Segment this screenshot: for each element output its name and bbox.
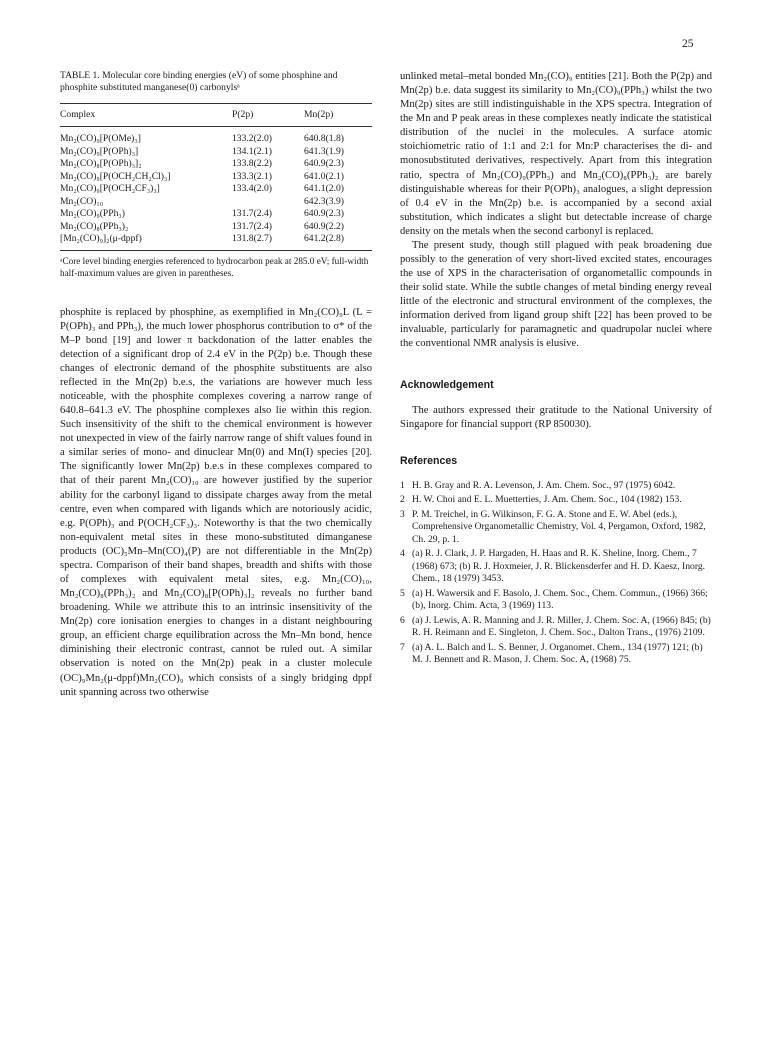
table-row xyxy=(60,233,372,250)
reference-text: (a) H. Wawersik and F. Basolo, J. Chem. Soc., Chem. Commun., (1966) 366; (b), Inorg. Chim. Acta, 3 (1969) 113. xyxy=(412,587,708,612)
reference-item xyxy=(400,494,712,506)
cell-p2p: 133.8(2.2) xyxy=(232,158,272,170)
table-footnote: ᵃCore level binding energies referenced to hydrocarbon peak at 285.0 eV; full-width half-maximum values are given in parentheses. xyxy=(60,255,369,278)
table-row xyxy=(60,158,372,170)
table-row xyxy=(60,221,372,233)
cell-complex: Mn₂(CO)₉[P(OMe)₃] xyxy=(60,133,141,145)
cell-mn2p: 640.9(2.3) xyxy=(304,208,344,220)
table-row xyxy=(60,183,372,195)
cell-complex: Mn₂(CO)₉[P(OCH₂CH₂Cl)₃] xyxy=(60,170,171,182)
table-header-row xyxy=(60,103,372,126)
cell-p2p: 133.4(2.0) xyxy=(232,183,272,195)
reference-item xyxy=(400,509,712,546)
cell-complex: Mn₂(CO)₈(PPh₃)₂ xyxy=(60,220,129,232)
body-paragraph: phosphite is replaced by phosphine, as exemplified in Mn₂(CO)₉L (L = P(OPh)₃ and PPh₃), the much lower phosphorus contribution to σ* of the M–P bond [19] and lower π backdonation of the latter enables the detection of a significant drop of 2.4 eV in the P(2p) b.e. Though these changes of electronic demand of the phosphite substituents are also reflected in the Mn(2p) b.e.s, the variations are however much less noticeable, with the phosphite complexes covering a narrow range of 640.8–641.3 eV. The phosphine complexes also lie within this region. Such insensitivity of the shift to the chemical environment is however not unexpected in view of the fairly narrow range of shift values found in a similar series of mono- and dinuclear Mn(0) and Mn(I) species [20]. The significantly lower Mn(2p) b.e.s in these complexes compared to that of their parent Mn₂(CO)₁₀ are however justified by the superior ability for the carbonyl ligand to dissipate charges away from the metal centre, even when compared with ligands which are notoriously acidic, e.g. P(OPh)₃ and P(OCH₂CF₃)₃. Noteworthy is that the two chemically non-equivalent metal sites in these mono-substituted dimanganese products (OC)₅Mn–Mn(CO)₄(P) are not differentiable in the Mn(2p) spectra. Comparison of their band shapes, breadth and shifts with those of complexes with equivalent metal sites, e.g. Mn₂(CO)₁₀, Mn₂(CO)₈(PPh₃)₂ and Mn₂(CO)₈[P(OPh)₃]₂ reveals no further band broadening. While we attribute this to an intrinsic insensitivity of the Mn(2p) core ionisation energies to changes in a distant neighbouring group, an efficient charge equilibration across the Mn–Mn bond, hence diminishing their electronic contrast, cannot be ruled out. A similar observation is noted on the Mn(2p) peak in a cluster molecule (OC)₉Mn₂(μ-dppf)Mn₂(CO)₉ which consists of a singly bridging dppf unit spanning across two otherwise xyxy=(60,306,372,698)
body-paragraph: The present study, though still plagued with peak broadening due possibly to the generation of very short-lived excited states, encourages the use of XPS in the characterisation of organometallic compounds in their solid state. While the subtle changes of metal binding energy reveal little of the electronic and structural environment of the complexes, the information derived from ligand group shift [22] has been proved to be invaluable, particularly for paramagnetic and quadrupolar nuclei where the conventional NMR analysis is elusive. xyxy=(400,239,712,350)
reference-text: (a) J. Lewis, A. R. Manning and J. R. Miller, J. Chem. Soc. A, (1966) 845; (b) R. H. Reimann and E. Singleton, J. Chem. Soc., Dalton Trans., (1976) 2109. xyxy=(412,614,711,639)
cell-mn2p: 640.8(1.8) xyxy=(304,133,344,145)
reference-number: 5 xyxy=(400,587,405,599)
cell-mn2p: 641.0(2.1) xyxy=(304,170,344,182)
cell-mn2p: 642.3(3.9) xyxy=(304,195,344,207)
cell-mn2p: 641.2(2.8) xyxy=(304,233,344,245)
table-row xyxy=(60,196,372,208)
cell-p2p: 131.7(2.4) xyxy=(232,208,272,220)
table-row xyxy=(60,127,372,146)
cell-mn2p: 640.9(2.2) xyxy=(304,220,344,232)
table-row xyxy=(60,146,372,158)
cell-p2p: 131.8(2.7) xyxy=(232,233,272,245)
left-column xyxy=(60,70,372,700)
reference-text: P. M. Treichel, in G. Wilkinson, F. G. A. Stone and E. W. Abel (eds.), Comprehensive Organometallic Chemistry, Vol. 4, Pergamon, Oxford, 1982, Ch. 29, p. 1. xyxy=(412,508,706,545)
cell-p2p: 134.1(2.1) xyxy=(232,145,272,157)
table-caption: TABLE 1. Molecular core binding energies (eV) of some phosphine and phosphite substituted manganese(0) carbonylsᵃ xyxy=(60,70,338,94)
reference-number: 1 xyxy=(400,479,405,491)
reference-list xyxy=(400,480,712,667)
cell-complex: Mn₂(CO)₉[P(OCH₂CF₃)₃] xyxy=(60,183,160,195)
cell-p2p: 133.2(2.0) xyxy=(232,133,272,145)
reference-number: 3 xyxy=(400,508,405,520)
reference-text: H. B. Gray and R. A. Levenson, J. Am. Chem. Soc., 97 (1975) 6042. xyxy=(412,479,676,491)
reference-item xyxy=(400,548,712,585)
reference-text: (a) R. J. Clark, J. P. Hargaden, H. Haas and R. K. Sheline, Inorg. Chem., 7 (1968) 673; (b) R. J. Hoxmeier, J. R. Blickensderfer and H. D. Kaesz, Inorg. Chem., 18 (1979) 3453. xyxy=(412,548,706,585)
header-complex: Complex xyxy=(60,108,96,120)
page-number: 25 xyxy=(682,38,694,50)
reference-number: 7 xyxy=(400,641,405,653)
header-mn2p: Mn(2p) xyxy=(304,108,334,120)
cell-mn2p: 641.3(1.9) xyxy=(304,145,344,157)
cell-complex: Mn₂(CO)₉[P(OPh)₃] xyxy=(60,145,139,157)
cell-complex: Mn₂(CO)₉(PPh₃) xyxy=(60,208,125,220)
reference-text: (a) A. L. Balch and L. S. Benner, J. Organomet. Chem., 134 (1977) 121; (b) M. J. Bennett and R. Mason, J. Chem. Soc. A, (1968) 75. xyxy=(412,641,703,665)
table-row xyxy=(60,171,372,183)
reference-item xyxy=(400,480,712,492)
cell-mn2p: 640.9(2.3) xyxy=(304,158,344,170)
reference-number: 2 xyxy=(400,494,405,506)
cell-complex: Mn₂(CO)₈[P(OPh)₃]₂ xyxy=(60,158,142,170)
references-heading: References xyxy=(400,454,458,467)
cell-complex: Mn₂(CO)₁₀ xyxy=(60,195,104,207)
table-row xyxy=(60,208,372,220)
reference-number: 4 xyxy=(400,548,405,560)
cell-complex: [Mn₂(CO)₉]₂(μ-dppf) xyxy=(60,233,142,245)
binding-energy-table xyxy=(60,103,372,251)
cell-mn2p: 641.1(2.0) xyxy=(304,183,344,195)
reference-item xyxy=(400,615,712,640)
cell-p2p: 133.3(2.1) xyxy=(232,170,272,182)
reference-item xyxy=(400,588,712,613)
cell-p2p: 131.7(2.4) xyxy=(232,220,272,232)
cell-p2p xyxy=(232,196,304,208)
right-column xyxy=(400,70,712,668)
reference-number: 6 xyxy=(400,614,405,626)
header-p2p: P(2p) xyxy=(232,108,254,120)
reference-text: H. W. Choi and E. L. Muetterties, J. Am. Chem. Soc., 104 (1982) 153. xyxy=(412,494,682,506)
acknowledgement-text: The authors expressed their gratitude to the National University of Singapore for financial support (RP 850030). xyxy=(400,404,712,430)
body-paragraph: unlinked metal–metal bonded Mn₂(CO)₉ entities [21]. Both the P(2p) and Mn(2p) b.e. data suggest its similarity to Mn₂(CO)₉(PPh₃) whilst the two Mn(2p) sites are still indistinguishable in the XPS spectra. Integration of the Mn and P peak areas in these complexes neatly indicate the statistical distribution of the nuclei in the molecules. A surface atomic stoichiometric ratio of 1:1 and 2:1 for Mn:P characterises the di- and monosubstituted derivatives, respectively. Apart from this integration ratio, spectra of Mn₂(CO)₉(PPh₃) and Mn₂(CO)₈(PPh₃)₂ are barely distinguishable whereas for their P(OPh)₃ analogues, a slight depression of 0.4 eV in the Mn(2p) b.e. is accompanied by a second axial substitution, which indicates a slight but detectable increase of charge density on the metals when the second carbonyl is replaced. xyxy=(400,71,712,237)
acknowledgement-heading: Acknowledgement xyxy=(400,378,494,391)
reference-item xyxy=(400,642,712,667)
